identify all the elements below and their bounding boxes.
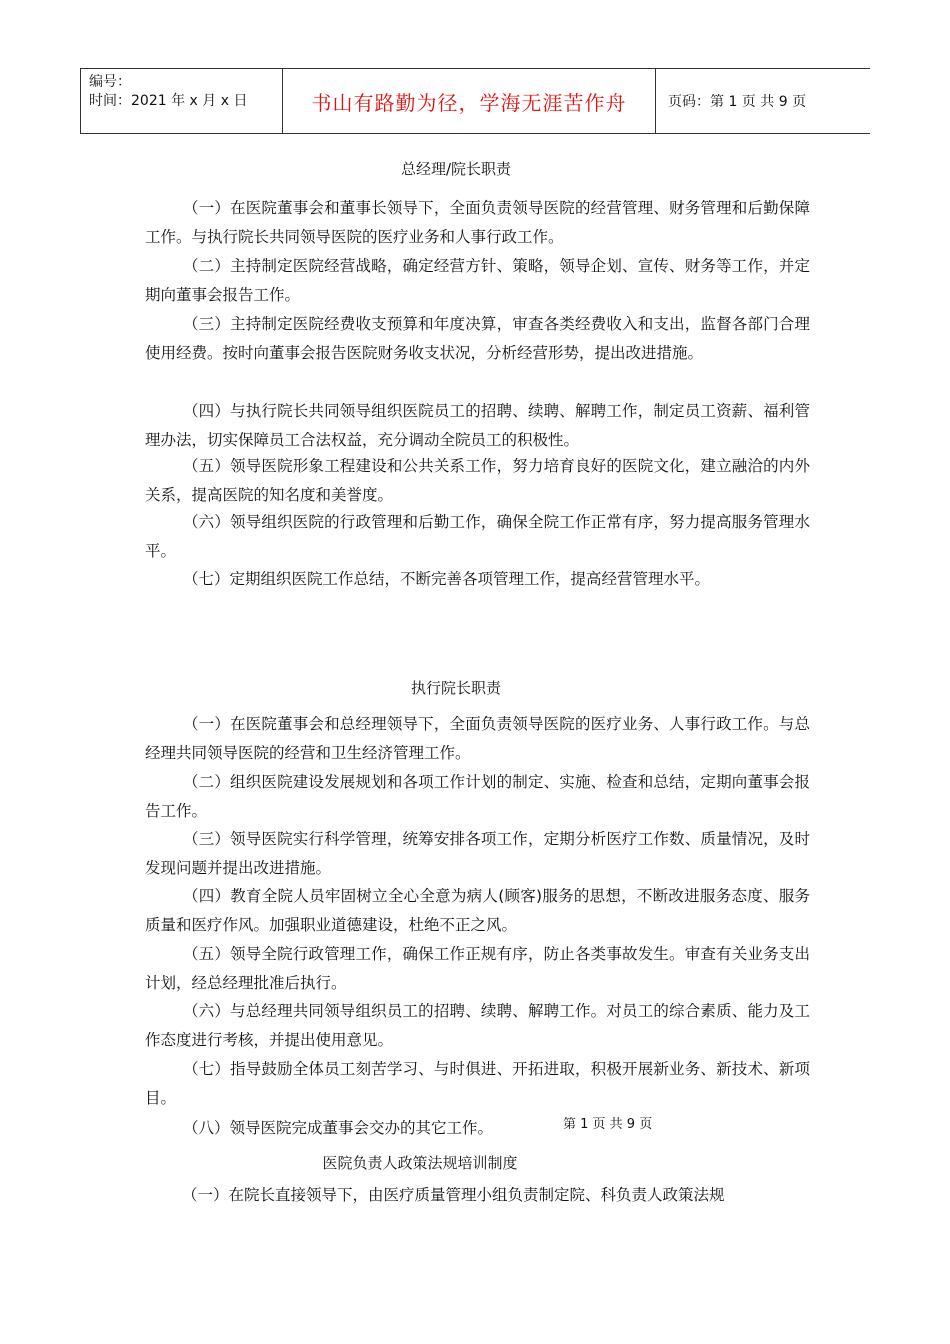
section2-item: （四）教育全院人员牢固树立全心全意为病人(顾客)服务的思想，不断改进服务态度、服务质量和医疗作风。加强职业道德建设，杜绝不正之风。 — [145, 887, 810, 934]
section1-item: （五）领导医院形象工程建设和公共关系工作，努力培育良好的医院文化，建立融洽的内外关系，提高医院的知名度和美誉度。 — [145, 457, 810, 504]
section1-item: （三）主持制定医院经费收支预算和年度决算，审查各类经费收入和支出，监督各部门合理使用经费。按时向董事会报告医院财务收支状况，分析经营形势，提出改进措施。 — [145, 315, 810, 362]
page-header — [80, 68, 870, 134]
time-label: 时间：2021 年 x 月 x 日 — [89, 93, 248, 109]
section1-item: （二）主持制定医院经营战略，确定经营方针、策略，领导企划、宣传、财务等工作，并定期向董事会报告工作。 — [145, 257, 810, 304]
section1-item: （七）定期组织医院工作总结，不断完善各项管理工作，提高经营管理水平。 — [183, 570, 711, 588]
section1-title: 总经理/院长职责 — [400, 160, 512, 178]
footer-page-number: 第 1 页 共 9 页 — [563, 1117, 653, 1132]
header-motto: 书山有路勤为径，学海无涯苦作舟 — [283, 69, 656, 133]
section1-item: （四）与执行院长共同领导组织医院员工的招聘、续聘、解聘工作，制定员工资薪、福利管理办法，切实保障员工合法权益，充分调动全院员工的积极性。 — [145, 402, 810, 449]
section2-item: （八）领导医院完成董事会交办的其它工作。 — [183, 1119, 494, 1137]
section1-item: （六）领导组织医院的行政管理和后勤工作，确保全院工作正常有序，努力提高服务管理水平。 — [145, 513, 810, 560]
section2-item: （三）领导医院实行科学管理，统筹安排各项工作，定期分析医疗工作数、质量情况，及时发现问题并提出改进措施。 — [145, 830, 810, 877]
section2-item: （二）组织医院建设发展规划和各项工作计划的制定、实施、检查和总结，定期向董事会报告工作。 — [145, 773, 810, 820]
section3-item: （一）在院长直接领导下，由医疗质量管理小组负责制定院、科负责人政策法规 — [182, 1186, 725, 1204]
section1-item: （一）在医院董事会和董事长领导下，全面负责领导医院的经营管理、财务管理和后勤保障工作。与执行院长共同领导医院的医疗业务和人事行政工作。 — [145, 199, 810, 246]
section2-item: （一）在医院董事会和总经理领导下，全面负责领导医院的医疗业务、人事行政工作。与总经理共同领导医院的经营和卫生经济管理工作。 — [145, 715, 810, 762]
section3-title: 医院负责人政策法规培训制度 — [322, 1154, 518, 1172]
header-meta — [81, 69, 283, 133]
header-page-code: 页码：第 1 页 共 9 页 — [668, 94, 807, 110]
section2-item: （七）指导鼓励全体员工刻苦学习、与时俱进、开拓进取，积极开展新业务、新技术、新项目。 — [145, 1060, 810, 1107]
serial-label: 编号： — [89, 74, 131, 90]
section2-item: （六）与总经理共同领导组织员工的招聘、续聘、解聘工作。对员工的综合素质、能力及工作态度进行考核，并提出使用意见。 — [145, 1002, 810, 1049]
section2-title: 执行院长职责 — [410, 679, 501, 697]
section2-item: （五）领导全院行政管理工作，确保工作正规有序，防止各类事故发生。审查有关业务支出计划，经总经理批准后执行。 — [145, 945, 810, 992]
